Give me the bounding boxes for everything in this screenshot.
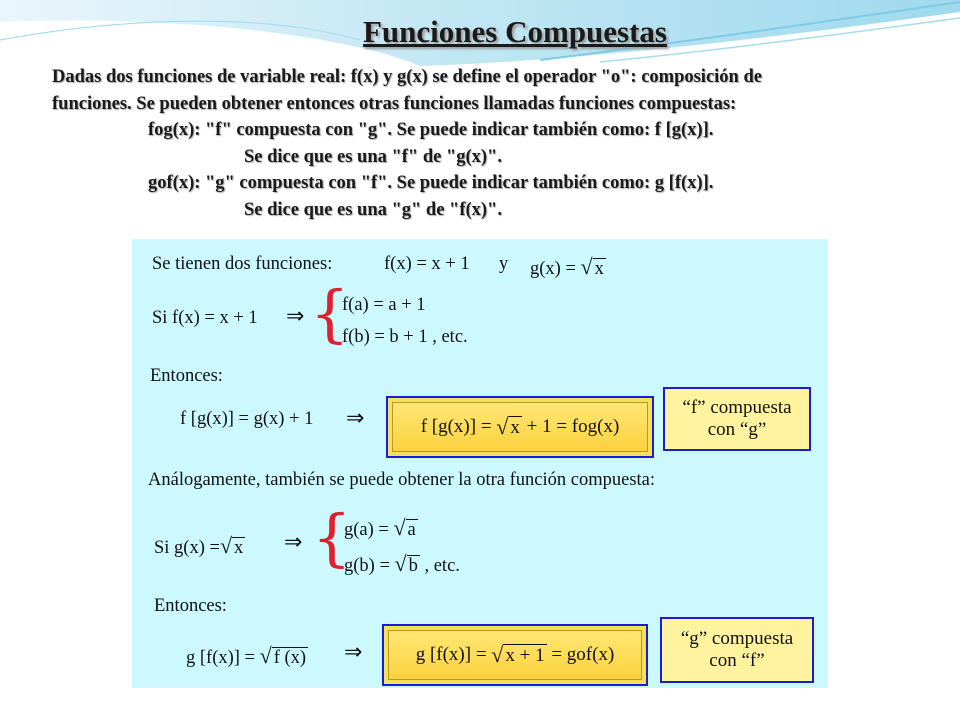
gof-description: : "g" compuesta con "f". Se puede indicar también como: g [f(x)]. xyxy=(194,173,714,193)
gfx-expansion: g [f(x)] = √ f (x) xyxy=(186,643,307,668)
left-brace-2: { xyxy=(312,501,352,574)
gof-note-line-1: “g” compuesta xyxy=(680,628,794,649)
fb-value: f(b) = b + 1 , etc. xyxy=(342,327,468,347)
analog-text: Análogamente, también se puede obtener la otra función compuesta: xyxy=(148,470,656,490)
fgx-expansion: f [g(x)] = g(x) + 1 xyxy=(180,409,314,429)
gof-saying: Se dice que es una "g" de "f(x)". xyxy=(244,199,502,220)
and-word: y xyxy=(499,254,509,274)
gof-term: gof(x) xyxy=(148,173,195,193)
fog-note-box xyxy=(663,387,811,451)
fog-note-line-1: “f” compuesta xyxy=(682,397,792,418)
fog-definition xyxy=(52,117,932,144)
entonces-label-2: Entonces: xyxy=(154,596,227,616)
implies-arrow-2: ⇒ xyxy=(346,405,365,430)
gb-value: g(b) = √ b , etc. xyxy=(344,551,460,576)
entonces-label-1: Entonces: xyxy=(150,366,223,386)
panel-intro-text: Se tienen dos funciones: xyxy=(152,254,333,274)
intro-line-2: funciones. Se pueden obtener entonces otras funciones llamadas funciones compuestas: xyxy=(52,93,737,114)
intro-text xyxy=(52,64,932,223)
fog-note-line-2: con “g” xyxy=(707,419,767,440)
example-panel xyxy=(132,239,828,688)
page-title: Funciones Compuestas xyxy=(362,14,667,49)
implies-arrow-4: ⇒ xyxy=(344,639,363,664)
implies-arrow-1: ⇒ xyxy=(286,303,305,328)
f-definition: f(x) = x + 1 xyxy=(384,254,470,274)
fog-result: f [g(x)] = √ x + 1 = fog(x) xyxy=(392,402,648,452)
fog-result-box xyxy=(386,396,654,458)
g-definition: g(x) = √ x xyxy=(530,254,604,279)
gof-definition xyxy=(52,170,932,197)
si-f-statement: Si f(x) = x + 1 xyxy=(152,308,258,328)
gof-note-line-2: con “f” xyxy=(709,650,765,671)
gof-note-box xyxy=(660,617,814,683)
fog-description: : "f" compuesta con "g". Se puede indicar también como: f [g(x)]. xyxy=(194,120,714,140)
fa-value: f(a) = a + 1 xyxy=(342,295,426,315)
gof-result: g [f(x)] = √ x + 1 = gof(x) xyxy=(388,630,642,680)
gof-result-box xyxy=(382,624,648,686)
left-brace-1: { xyxy=(310,277,350,350)
fog-term: fog(x) xyxy=(148,120,195,140)
fog-saying: Se dice que es una "f" de "g(x)". xyxy=(244,146,502,167)
ga-value: g(a) = √ a xyxy=(344,515,416,540)
implies-arrow-3: ⇒ xyxy=(284,529,303,554)
si-g-statement: Si g(x) =√ x xyxy=(154,533,244,558)
intro-line-1: Dadas dos funciones de variable real: f(x) y g(x) se define el operador "o": composición de xyxy=(52,67,762,87)
